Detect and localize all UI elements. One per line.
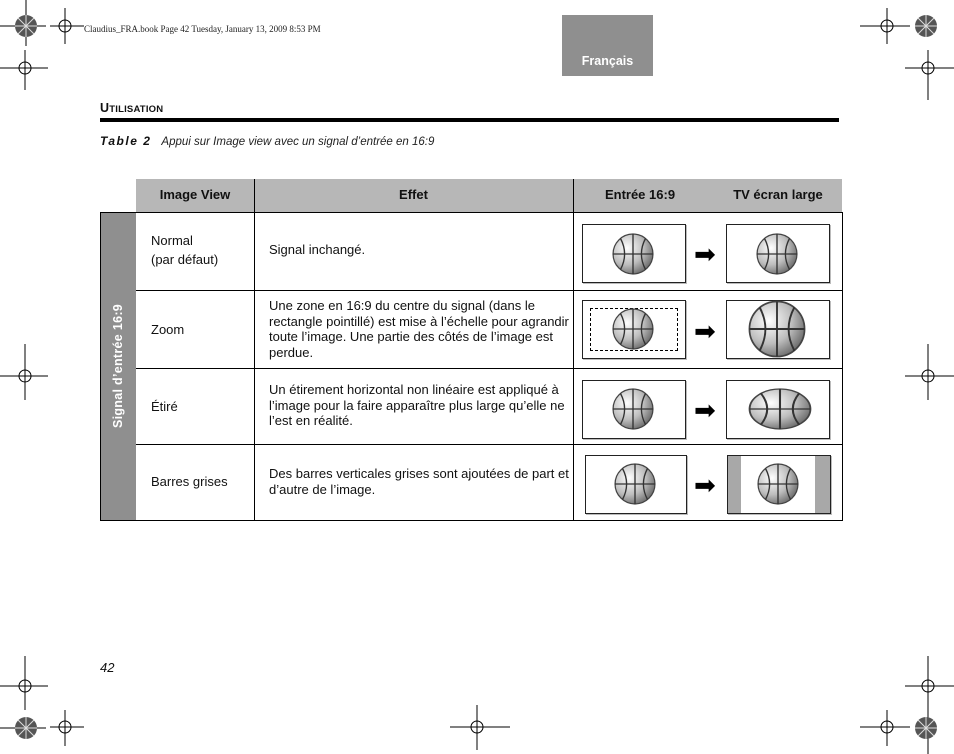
column-divider <box>842 212 843 521</box>
language-tab-label: Français <box>581 54 634 68</box>
row-divider <box>136 290 843 291</box>
row-stretch-view <box>151 397 178 416</box>
row-graybars-effect: Des barres verticales grises sont ajoutées de part et d’autre de l’image. <box>269 466 569 497</box>
basketball-icon <box>612 308 654 350</box>
basketball-icon <box>756 233 798 275</box>
right-arrow-icon: ➡ <box>694 239 716 269</box>
row-zoom-effect: Une zone en 16:9 du centre du signal (dans le rectangle pointillé) est mise à l’échelle pour agrandir toute l’image. Une partie des côtés de l’image est perdue. <box>269 298 569 360</box>
right-arrow-icon: ➡ <box>694 316 716 346</box>
view-name: Étiré <box>151 399 178 414</box>
view-name: Barres grises <box>151 474 228 489</box>
table-header <box>136 179 842 212</box>
column-header-tv: TV écran large <box>733 187 823 202</box>
right-arrow-icon: ➡ <box>694 470 716 500</box>
basketball-icon <box>612 388 654 430</box>
column-header-image-view: Image View <box>159 187 231 202</box>
section-title <box>100 101 163 115</box>
view-note: (par défaut) <box>151 252 219 267</box>
section-title-initial: U <box>100 101 110 115</box>
column-divider <box>254 179 255 521</box>
basketball-icon <box>757 463 799 505</box>
row-divider <box>100 520 843 521</box>
language-tab <box>562 15 653 76</box>
file-info: Claudius_FRA.book Page 42 Tuesday, January 13, 2009 8:53 PM <box>84 24 321 34</box>
row-stretch-effect: Un étirement horizontal non linéaire est appliqué à l’image pour la faire apparaître plus large qu’elle ne l’est en réalité. <box>269 382 565 428</box>
right-arrow-icon: ➡ <box>694 395 716 425</box>
basketball-icon <box>612 233 654 275</box>
table-label: Table 2 <box>100 134 152 148</box>
row-normal-effect: Signal inchangé. <box>269 242 366 257</box>
section-title-rest: TILISATION <box>109 104 164 115</box>
column-header-entree: Entrée 16:9 <box>604 187 676 202</box>
basketball-icon <box>744 300 810 358</box>
row-normal-view <box>151 231 218 269</box>
row-divider <box>100 212 843 213</box>
side-label: Signal d’entrée 16:9 <box>111 303 125 429</box>
row-divider <box>136 444 843 445</box>
row-zoom-view <box>151 320 184 339</box>
basketball-icon <box>748 388 812 430</box>
side-label-bar <box>100 212 136 521</box>
column-divider <box>573 179 574 521</box>
table-caption-text: Appui sur Image view avec un signal d’entrée en 16:9 <box>161 136 435 148</box>
row-divider <box>136 368 843 369</box>
column-header-effet: Effet <box>399 187 428 202</box>
page-number: 42 <box>100 660 115 675</box>
row-graybars-view <box>151 472 228 491</box>
basketball-icon <box>614 463 656 505</box>
column-divider <box>100 212 101 521</box>
table-caption <box>100 134 434 148</box>
view-name: Normal <box>151 233 193 248</box>
section-rule <box>100 118 839 122</box>
view-name: Zoom <box>151 322 185 337</box>
